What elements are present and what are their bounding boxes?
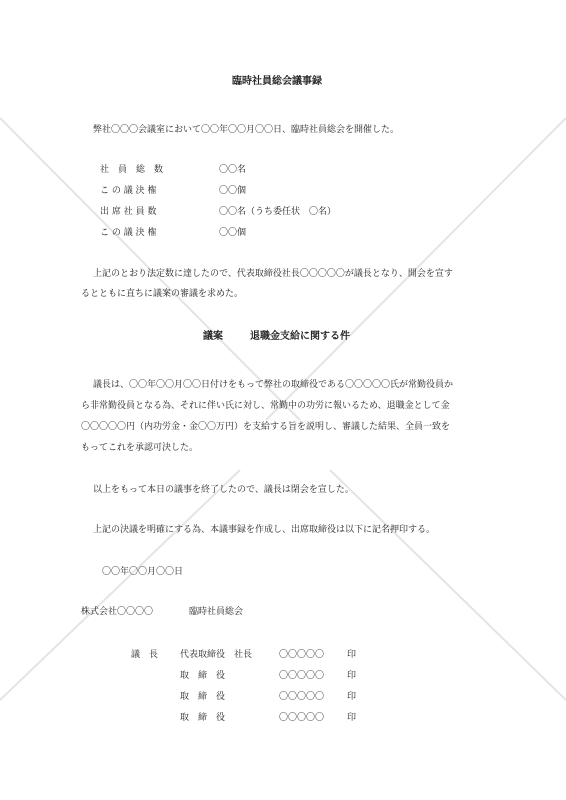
signatory-title: 取 締 役 xyxy=(180,671,226,681)
signatory-name: 〇〇〇〇〇 xyxy=(279,692,325,702)
attendance-value: 〇〇個 xyxy=(219,228,247,238)
attendance-label: 社 員 総 数 xyxy=(100,165,164,175)
seal-mark: 印 xyxy=(347,713,357,723)
opening-paragraph: 弊社〇〇〇会議室において〇〇年〇〇月〇〇日、臨時社員総会を開催した。 xyxy=(93,125,400,135)
paragraph-line: 上記のとおり法定数に達したので、代表取締役社長〇〇〇〇〇が議長となり、開会を宣す xyxy=(93,269,453,279)
signatory-title: 取 締 役 xyxy=(180,713,226,723)
signatory-name: 〇〇〇〇〇 xyxy=(279,650,325,660)
signatory-title: 取 締 役 xyxy=(180,692,226,702)
resolution-paragraph: 上記の決議を明確にする為、本議事録を作成し、出席取締役は以下に記名押印する。 xyxy=(93,525,436,535)
page-title: 臨時社員総会議事録 xyxy=(232,76,322,87)
seal-mark: 印 xyxy=(347,671,357,681)
closing-paragraph: 以上をもって本日の議事を終了したので、議長は閉会を宣した。 xyxy=(93,485,354,495)
agenda-title: 退職金支給に関する件 xyxy=(250,331,350,342)
attendance-value: 〇〇名（うち委任状 〇名） xyxy=(219,207,337,217)
agenda-label: 議案 xyxy=(203,331,223,342)
signatory-title: 代表取締役 社長 xyxy=(180,650,253,660)
paragraph-line: 議長は、〇〇年〇〇月〇〇日付けをもって弊社の取締役である〇〇〇〇〇氏が常勤役員か xyxy=(93,380,454,390)
attendance-label: こ の 議 決 権 xyxy=(100,228,157,238)
attendance-value: 〇〇個 xyxy=(219,186,247,196)
paragraph-line: ら非常勤役員となる為、それに伴い氏に対し、常勤中の功労に報いるため、退職金として金 xyxy=(81,401,450,411)
company-name: 株式会社〇〇〇〇 xyxy=(81,607,154,617)
seal-mark: 印 xyxy=(347,650,357,660)
paragraph-line: 〇〇〇〇〇円（内功労金・金〇〇万円）を支給する旨を説明し、審議した結果、全員一致を xyxy=(81,422,451,432)
seal-mark: 印 xyxy=(347,692,357,702)
attendance-label: 出 席 社 員 数 xyxy=(100,207,157,217)
paragraph-line: るとともに直ちに議案の審議を求めた。 xyxy=(81,289,244,299)
paragraph-line: もってこれを承認可決した。 xyxy=(81,443,199,453)
document-date: 〇〇年〇〇月〇〇日 xyxy=(102,567,184,577)
meeting-name: 臨時社員総会 xyxy=(189,607,244,617)
signatory-role: 議 長 xyxy=(131,650,159,660)
attendance-value: 〇〇名 xyxy=(219,165,247,175)
signatory-name: 〇〇〇〇〇 xyxy=(279,671,325,681)
signatory-name: 〇〇〇〇〇 xyxy=(279,713,325,723)
attendance-label: こ の 議 決 権 xyxy=(100,186,157,196)
